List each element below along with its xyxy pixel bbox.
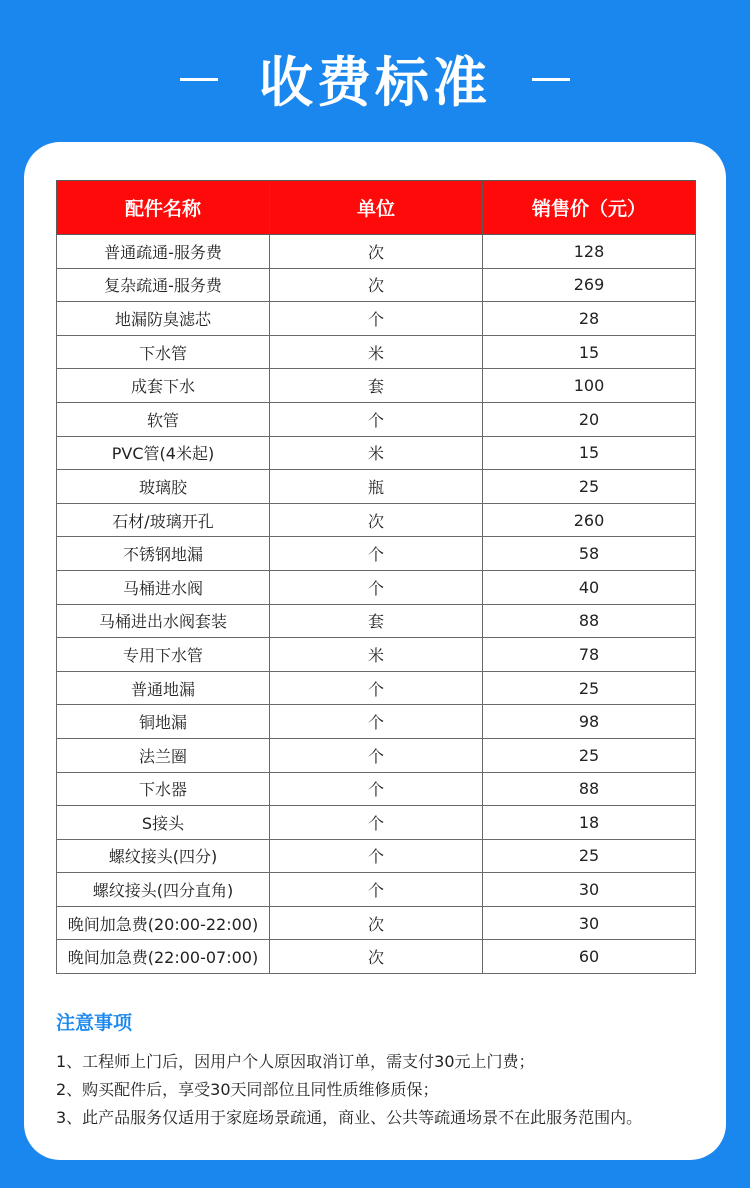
table-row — [57, 772, 696, 806]
cell-part-name: 普通疏通-服务费 — [57, 235, 270, 269]
cell-unit: 个 — [270, 302, 483, 336]
cell-unit: 米 — [270, 638, 483, 672]
cell-part-name: 螺纹接头(四分直角) — [57, 873, 270, 907]
cell-part-name: 专用下水管 — [57, 638, 270, 672]
cell-part-name: 螺纹接头(四分) — [57, 839, 270, 873]
table-row — [57, 671, 696, 705]
cell-unit: 米 — [270, 335, 483, 369]
note-item: 2、购买配件后，享受30天同部位且同性质维修质保； — [56, 1080, 439, 1099]
cell-part-name: 普通地漏 — [57, 671, 270, 705]
table-row — [57, 537, 696, 571]
cell-part-name: 下水器 — [57, 772, 270, 806]
cell-price: 25 — [483, 738, 696, 772]
cell-part-name: 软管 — [57, 402, 270, 436]
table-row — [57, 436, 696, 470]
notes-title: 注意事项 — [56, 1012, 133, 1034]
cell-unit: 个 — [270, 806, 483, 840]
title-right-dash — [532, 78, 570, 81]
table-row — [57, 503, 696, 537]
table-row — [57, 806, 696, 840]
cell-part-name: 铜地漏 — [57, 705, 270, 739]
cell-price: 28 — [483, 302, 696, 336]
cell-unit: 套 — [270, 369, 483, 403]
page-title: 收费标准 — [259, 51, 491, 114]
cell-price: 58 — [483, 537, 696, 571]
cell-part-name: 马桶进出水阀套装 — [57, 604, 270, 638]
table-row — [57, 906, 696, 940]
cell-unit: 次 — [270, 940, 483, 974]
cell-part-name: 晚间加急费(20:00-22:00) — [57, 906, 270, 940]
cell-part-name: 玻璃胶 — [57, 470, 270, 504]
table-header-row — [57, 181, 696, 235]
cell-price: 40 — [483, 570, 696, 604]
cell-price: 30 — [483, 873, 696, 907]
table-row — [57, 873, 696, 907]
cell-price: 260 — [483, 503, 696, 537]
content-card — [24, 142, 726, 1160]
note-item: 3、此产品服务仅适用于家庭场景疏通，商业、公共等疏通场景不在此服务范围内。 — [56, 1108, 643, 1127]
page-header — [0, 0, 750, 142]
table-row — [57, 638, 696, 672]
cell-unit: 个 — [270, 873, 483, 907]
cell-part-name: 成套下水 — [57, 369, 270, 403]
cell-price: 78 — [483, 638, 696, 672]
cell-price: 88 — [483, 604, 696, 638]
cell-price: 20 — [483, 402, 696, 436]
cell-part-name: S接头 — [57, 806, 270, 840]
table-row — [57, 369, 696, 403]
cell-part-name: 不锈钢地漏 — [57, 537, 270, 571]
cell-unit: 次 — [270, 503, 483, 537]
cell-price: 25 — [483, 671, 696, 705]
cell-part-name: 复杂疏通-服务费 — [57, 268, 270, 302]
table-row — [57, 335, 696, 369]
cell-unit: 个 — [270, 537, 483, 571]
cell-part-name: 石材/玻璃开孔 — [57, 503, 270, 537]
cell-price: 15 — [483, 436, 696, 470]
cell-price: 88 — [483, 772, 696, 806]
table-row — [57, 470, 696, 504]
table-row — [57, 738, 696, 772]
cell-unit: 个 — [270, 839, 483, 873]
cell-unit: 次 — [270, 906, 483, 940]
column-header-unit: 单位 — [270, 181, 483, 235]
cell-part-name: 下水管 — [57, 335, 270, 369]
table-row — [57, 940, 696, 974]
cell-price: 100 — [483, 369, 696, 403]
cell-price: 25 — [483, 470, 696, 504]
column-header-price: 销售价（元） — [483, 181, 696, 235]
table-row — [57, 402, 696, 436]
cell-price: 60 — [483, 940, 696, 974]
notes-list — [56, 1048, 716, 1132]
cell-price: 30 — [483, 906, 696, 940]
cell-price: 128 — [483, 235, 696, 269]
cell-part-name: 晚间加急费(22:00-07:00) — [57, 940, 270, 974]
cell-part-name: 地漏防臭滤芯 — [57, 302, 270, 336]
table-row — [57, 268, 696, 302]
cell-unit: 次 — [270, 235, 483, 269]
cell-price: 15 — [483, 335, 696, 369]
table-row — [57, 235, 696, 269]
cell-unit: 个 — [270, 772, 483, 806]
cell-price: 18 — [483, 806, 696, 840]
cell-unit: 个 — [270, 671, 483, 705]
cell-unit: 个 — [270, 570, 483, 604]
column-header-part-name: 配件名称 — [57, 181, 270, 235]
cell-part-name: 马桶进水阀 — [57, 570, 270, 604]
price-table-body — [57, 235, 696, 974]
table-row — [57, 302, 696, 336]
cell-unit: 套 — [270, 604, 483, 638]
price-table — [56, 180, 696, 974]
cell-price: 269 — [483, 268, 696, 302]
cell-unit: 个 — [270, 705, 483, 739]
cell-part-name: 法兰圈 — [57, 738, 270, 772]
cell-unit: 瓶 — [270, 470, 483, 504]
cell-unit: 个 — [270, 738, 483, 772]
cell-unit: 米 — [270, 436, 483, 470]
cell-part-name: PVC管(4米起) — [57, 436, 270, 470]
note-item: 1、工程师上门后，因用户个人原因取消订单，需支付30元上门费； — [56, 1052, 535, 1071]
table-row — [57, 570, 696, 604]
cell-unit: 个 — [270, 402, 483, 436]
cell-unit: 次 — [270, 268, 483, 302]
table-row — [57, 705, 696, 739]
table-row — [57, 839, 696, 873]
cell-price: 98 — [483, 705, 696, 739]
table-row — [57, 604, 696, 638]
cell-price: 25 — [483, 839, 696, 873]
